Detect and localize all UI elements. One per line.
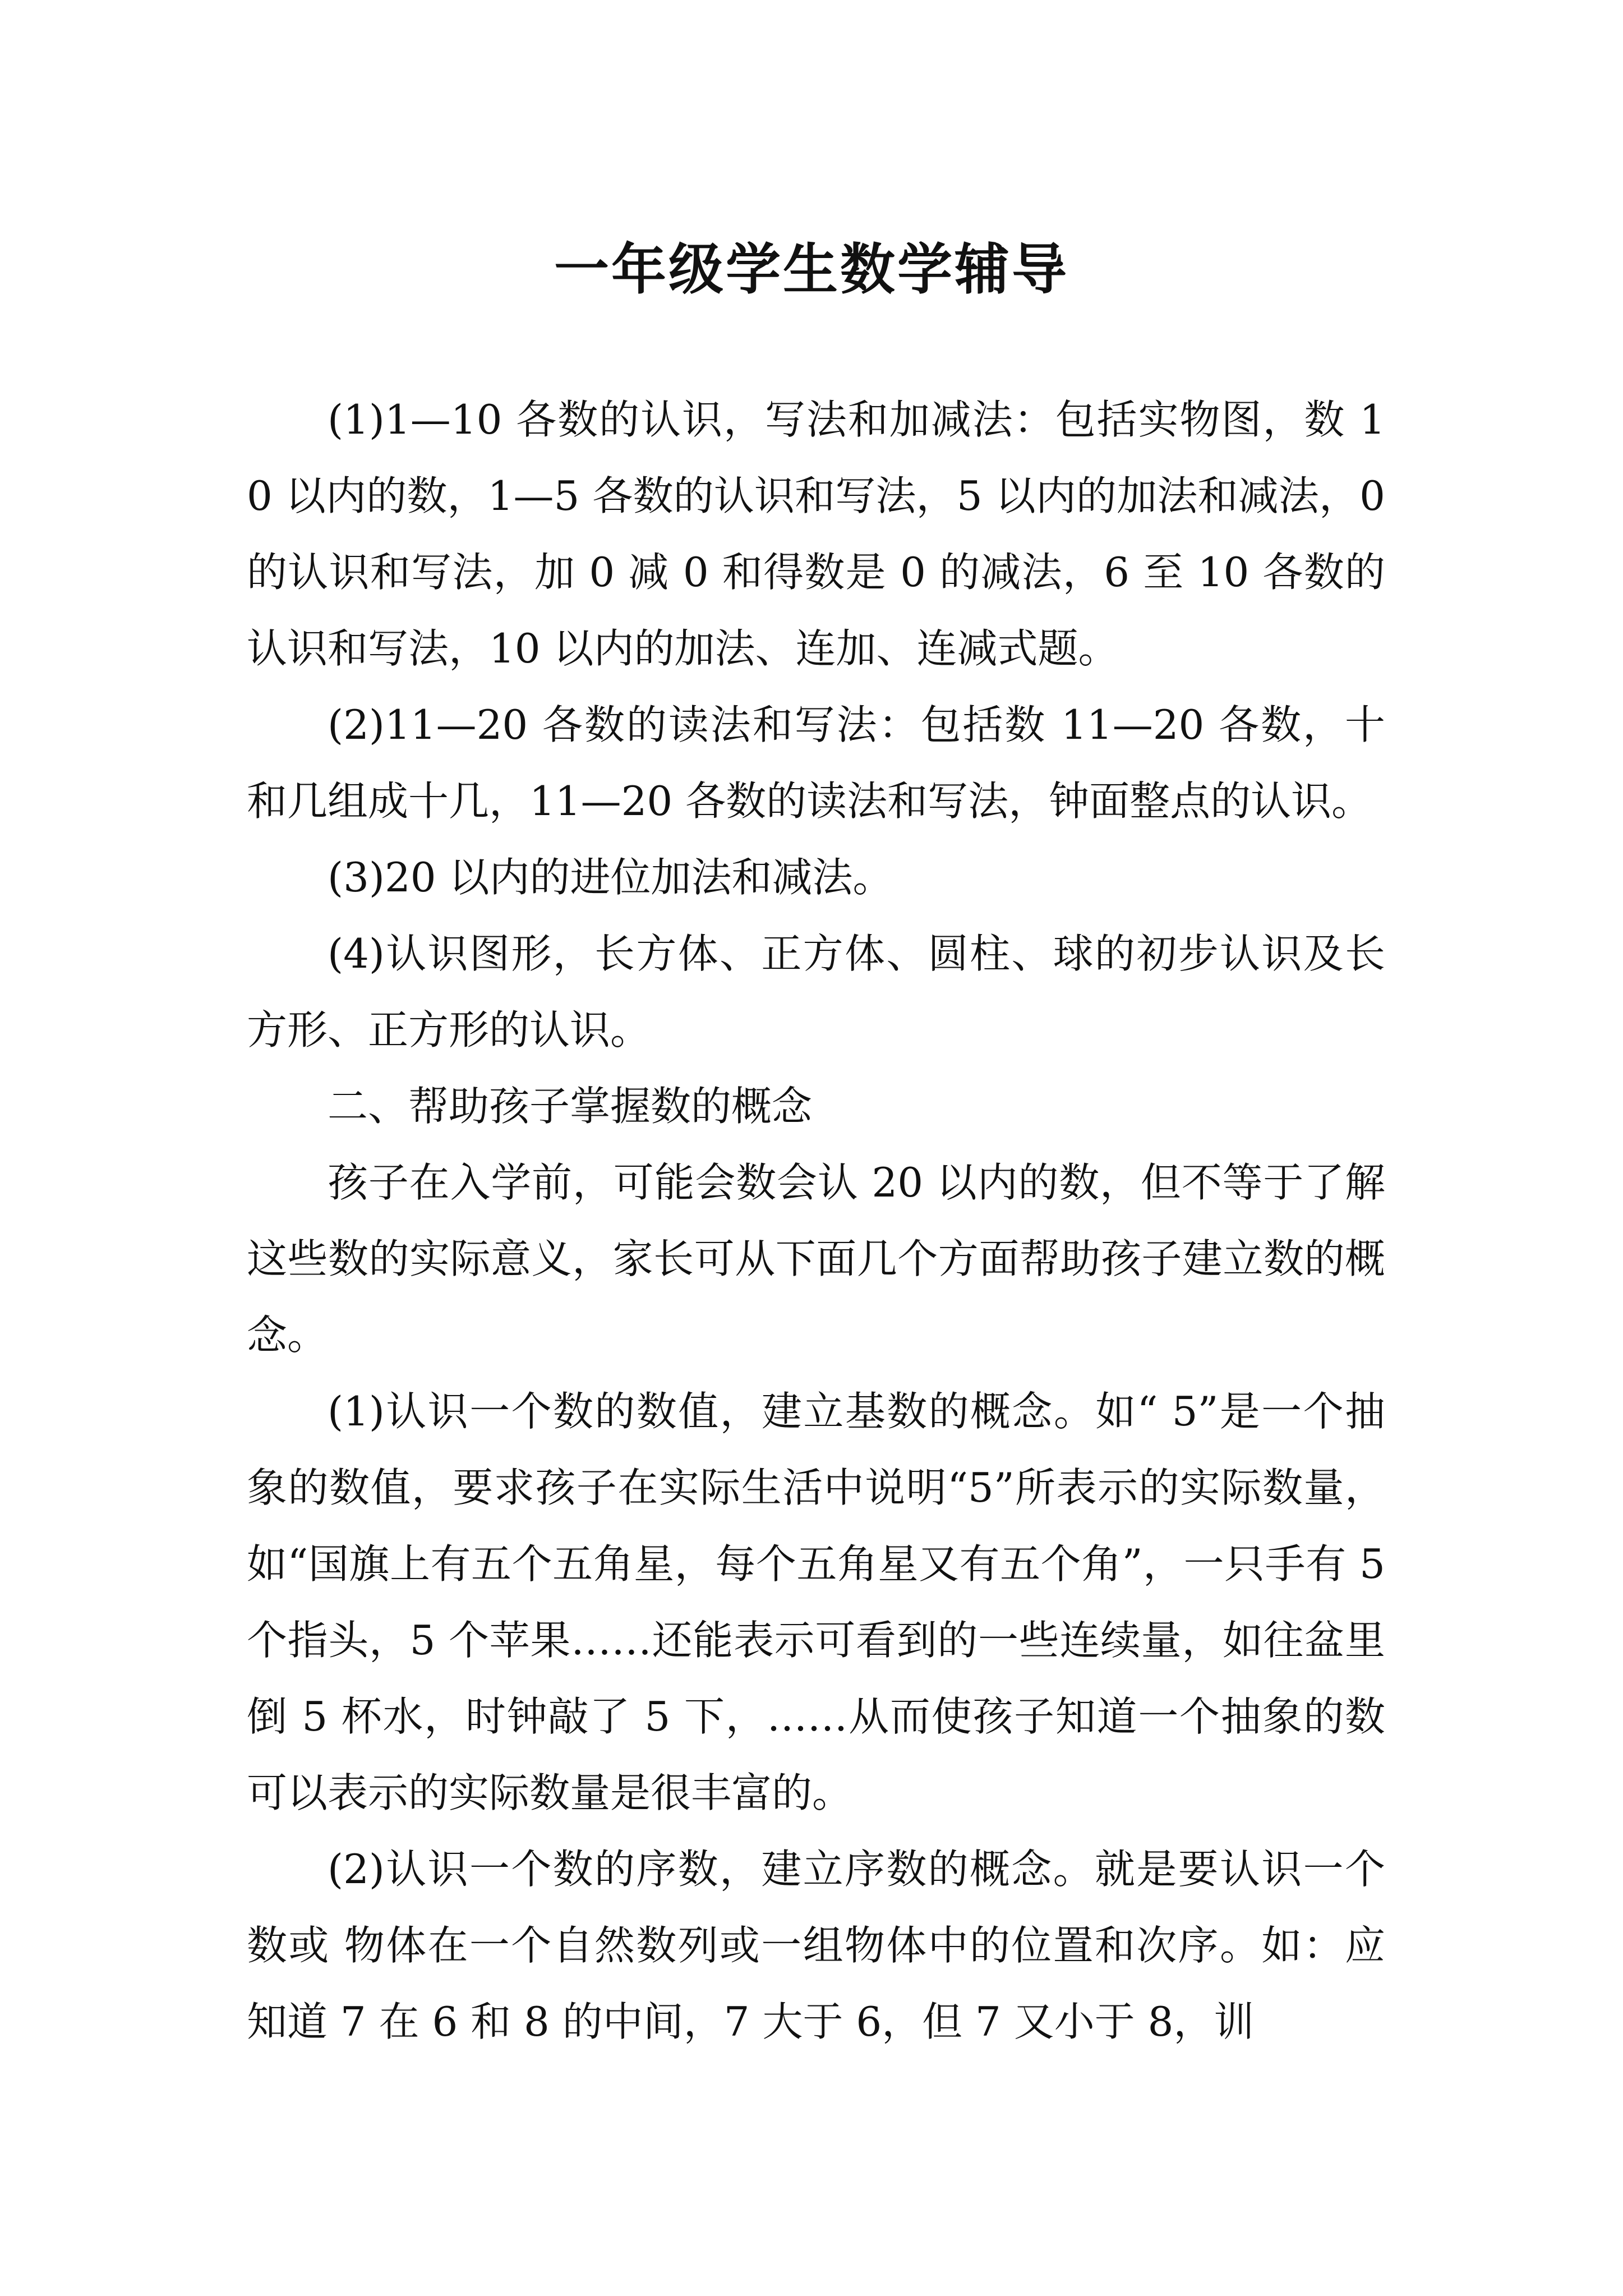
- paragraph-5: 孩子在入学前，可能会数会认 20 以内的数，但不等于了解这些数的实际意义，家长可从下面几个方面帮助孩子建立数的概念。: [247, 1159, 1385, 1359]
- paragraph-2: (2)11—20 各数的读法和写法：包括数 11—20 各数，十和几组成十几，11—20 各数的读法和写法，钟面整点的认识。: [247, 701, 1385, 825]
- paragraph-7: (2)认识一个数的序数，建立序数的概念。就是要认识一个数或 物体在一个自然数列或一组物体中的位置和次序。如：应知道 7 在 6 和 8 的中间，7 大于 6，但 7 又小于 8，训: [247, 1846, 1385, 2045]
- document-title: 一年级学生数学辅导: [554, 237, 1069, 302]
- paragraph-6: (1)认识一个数的数值，建立基数的概念。如“ 5”是一个抽象的数值，要求孩子在实际生活中说明“5”所表示的实际数量，如“国旗上有五个五角星，每个五角星又有五个角”，一只手有 5 个指头，5 个苹果……还能表示可看到的一些连续量，如往盆里倒 5 杯水，时钟敲了 5 下，……从而使孩子知道一个抽象的数可以表示的实际数量是很丰富的。: [247, 1388, 1385, 1816]
- document-body: [247, 381, 1385, 2060]
- paragraph-3: (3)20 以内的进位加法和减法。: [328, 854, 893, 901]
- paragraph-1: (1)1—10 各数的认识，写法和加减法：包括实物图，数 10 以内的数，1—5 各数的认识和写法，5 以内的加法和减法，0 的认识和写法，加 0 减 0 和得数是 0 的减法，6 至 10 各数的认识和写法，10 以内的加法、连加、连减式题。: [247, 396, 1385, 672]
- section-heading: 二、帮助孩子掌握数的概念: [328, 1083, 813, 1130]
- paragraph-4: (4)认识图形，长方体、正方体、圆柱、球的初步认识及长方形、正方形的认识。: [247, 930, 1385, 1053]
